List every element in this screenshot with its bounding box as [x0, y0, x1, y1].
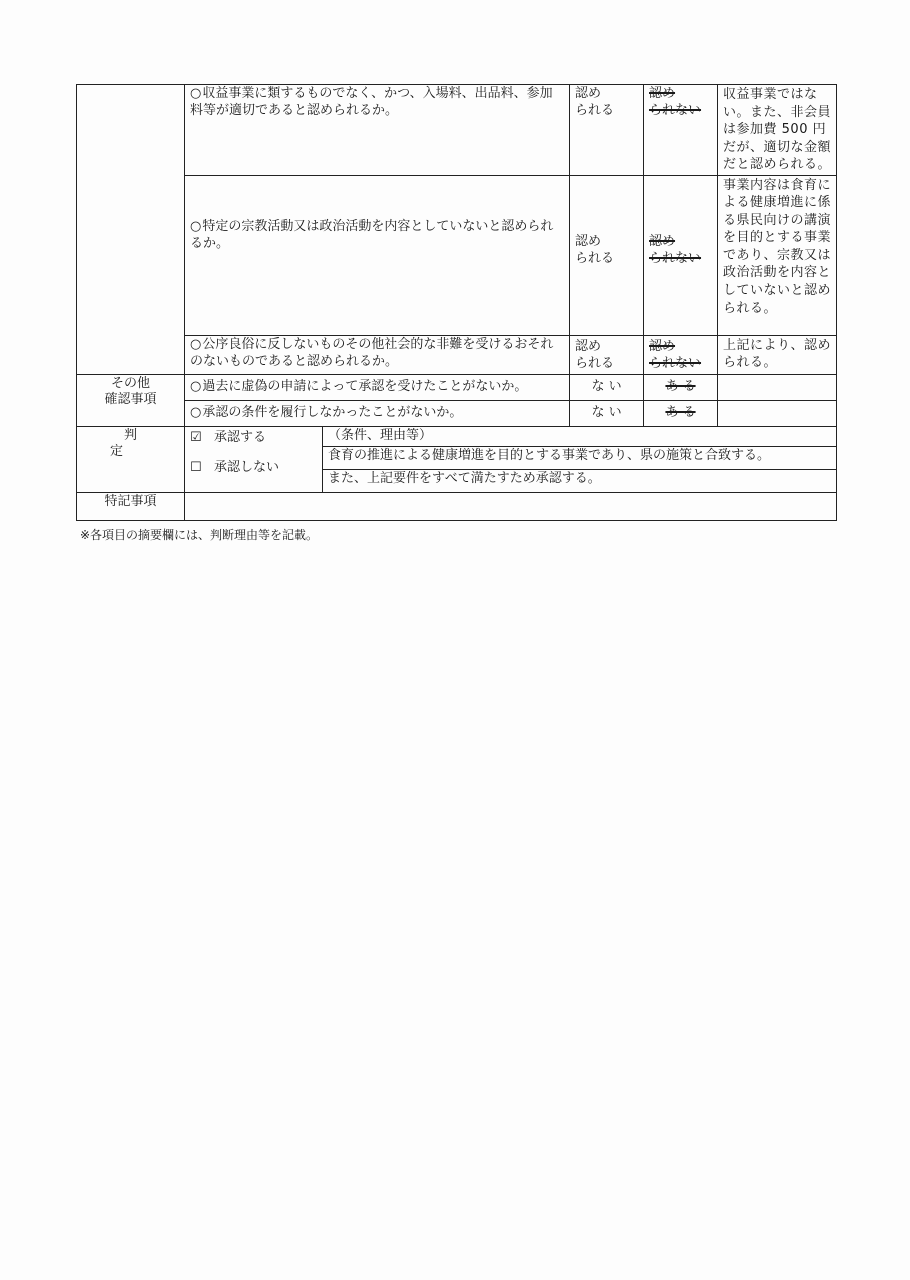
checkbox-icon[interactable]: ☐ — [190, 460, 202, 476]
option-label: 認め — [575, 338, 602, 354]
option-label: られる — [575, 250, 615, 266]
question-cell — [185, 400, 570, 426]
option-approved — [570, 335, 644, 374]
reject-option[interactable] — [190, 460, 317, 477]
option-label-struck: られない — [649, 355, 702, 371]
option-label: られる — [575, 102, 615, 118]
question-cell — [185, 175, 570, 335]
option-not-approved — [644, 85, 718, 176]
option-approved — [570, 85, 644, 176]
checked-box-icon[interactable]: ☑ — [190, 429, 202, 445]
table-row — [77, 400, 837, 426]
judgment-options — [185, 426, 323, 493]
option-not-approved — [644, 335, 718, 374]
question-text: 特定の宗教活動又は政治活動を内容としていないと認められるか。 — [190, 218, 554, 251]
question-cell — [185, 335, 570, 374]
option-label: 認め — [575, 233, 602, 249]
circle-mark: ○ — [190, 218, 202, 234]
table-row — [77, 175, 837, 335]
other-confirmation-label — [77, 374, 185, 426]
option-not-approved — [644, 175, 718, 335]
footnote: ※各項目の摘要欄には、判断理由等を記載。 — [80, 528, 319, 542]
circle-mark: ○ — [190, 404, 202, 420]
option-label-struck: られない — [649, 102, 702, 118]
question-text: 承認の条件を履行しなかったことがないか。 — [202, 404, 463, 420]
remarks-label: 特記事項 — [77, 493, 185, 521]
question-text: 過去に虚偽の申請によって承認を受けたことがないか。 — [202, 378, 528, 394]
summary-note — [718, 374, 837, 400]
label-line: 確認事項 — [104, 392, 157, 408]
label-line: その他 — [110, 375, 150, 391]
option-label: 認め — [575, 86, 602, 101]
category-cell-blank — [77, 85, 185, 375]
summary-note: 上記により、認められる。 — [718, 335, 837, 374]
condition-header: （条件、理由等） — [323, 426, 837, 447]
option-exists-struck: あ る — [644, 400, 718, 426]
option-none: な い — [570, 374, 644, 400]
circle-mark: ○ — [190, 336, 202, 352]
option-approved — [570, 175, 644, 335]
circle-mark: ○ — [190, 378, 202, 394]
reject-label: 承認しない — [214, 460, 280, 476]
summary-note: 収益事業ではない。また、非会員は参加費 500 円だが、適切な金額だと認められる。 — [718, 85, 837, 176]
judgment-label-text: 判定 — [109, 427, 165, 460]
circle-mark: ○ — [190, 86, 202, 101]
review-table — [76, 84, 837, 521]
question-text: 公序良俗に反しないものその他社会的な非難を受けるおそれのないものであると認められるか。 — [190, 336, 554, 369]
table-row — [77, 85, 837, 176]
summary-note — [718, 400, 837, 426]
option-label-struck: られない — [649, 250, 702, 266]
judgment-row — [77, 426, 837, 447]
option-label-struck: 認め — [649, 338, 676, 354]
judgment-reason-line: 食育の推進による健康増進を目的とする事業であり、県の施策と合致する。 — [323, 447, 837, 470]
question-text: 収益事業に類するものでなく、かつ、入場料、出品料、参加料等が適切であると認められるか。 — [190, 86, 553, 118]
table-row — [77, 374, 837, 400]
approve-label: 承認する — [214, 429, 267, 445]
option-none: な い — [570, 400, 644, 426]
question-cell — [185, 374, 570, 400]
remarks-row — [77, 493, 837, 521]
option-label-struck: 認め — [649, 233, 676, 249]
judgment-reason-line: また、上記要件をすべて満たすため承認する。 — [323, 470, 837, 493]
option-label: られる — [575, 355, 615, 371]
question-cell — [185, 85, 570, 176]
table-row — [77, 335, 837, 374]
judgment-label — [77, 426, 185, 493]
option-exists-struck: あ る — [644, 374, 718, 400]
approve-option[interactable] — [190, 430, 317, 447]
summary-note: 事業内容は食育による健康増進に係る県民向けの講演を目的とする事業であり、宗教又は政治活動を内容としていないと認められる。 — [718, 175, 837, 335]
remarks-value — [185, 493, 837, 521]
option-label-struck: 認め — [649, 86, 676, 101]
